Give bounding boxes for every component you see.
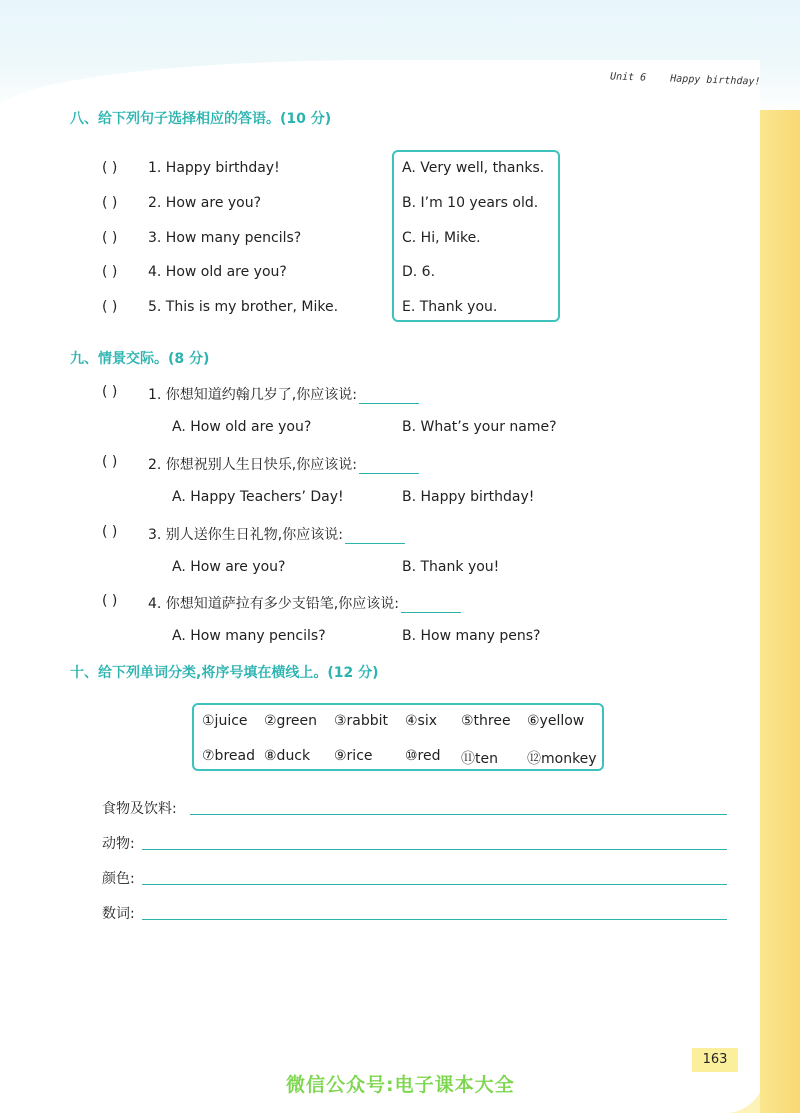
page-number: 163 — [692, 1048, 738, 1072]
q8-1-paren[interactable]: ( ) — [102, 160, 118, 176]
word-11: ⑪ten — [461, 751, 498, 767]
q9-4-text: 4. 你想知道萨拉有多少支铅笔,你应该说: — [148, 596, 399, 612]
word-6: ⑥yellow — [527, 713, 585, 729]
q9-1-blank[interactable] — [359, 391, 419, 404]
answer-c: C. Hi, Mike. — [402, 230, 481, 246]
q8-2-paren[interactable]: ( ) — [102, 195, 118, 211]
word-10: ⑩red — [405, 748, 441, 764]
q9-1-question — [148, 384, 419, 404]
q9-1-text: 1. 你想知道约翰几岁了,你应该说: — [148, 387, 357, 403]
q8-1-text: 1. Happy birthday! — [148, 160, 280, 176]
q8-3-paren[interactable]: ( ) — [102, 230, 118, 246]
q9-2-option-b: B. Happy birthday! — [402, 489, 535, 505]
q9-4-option-b: B. How many pens? — [402, 628, 541, 644]
answer-b: B. I’m 10 years old. — [402, 195, 539, 211]
q8-3-text: 3. How many pencils? — [148, 230, 302, 246]
word-5: ⑤three — [461, 713, 511, 729]
q9-3-paren[interactable]: ( ) — [102, 524, 118, 540]
q8-2-text: 2. How are you? — [148, 195, 262, 211]
section9-title: 九、情景交际。(8 分) — [70, 351, 210, 367]
q9-3-question — [148, 524, 405, 544]
q9-4-paren[interactable]: ( ) — [102, 593, 118, 609]
category-food-line[interactable] — [190, 814, 727, 815]
section10-title: 十、给下列单词分类,将序号填在横线上。(12 分) — [70, 665, 379, 681]
word-4: ④six — [405, 713, 438, 729]
word-12: ⑫monkey — [527, 751, 597, 767]
q9-2-paren[interactable]: ( ) — [102, 454, 118, 470]
q9-2-blank[interactable] — [359, 461, 419, 474]
q9-4-option-a: A. How many pencils? — [172, 628, 326, 644]
q9-4-blank[interactable] — [401, 600, 461, 613]
q9-2-question — [148, 454, 419, 474]
category-numbers-line[interactable] — [142, 919, 727, 920]
section8-title: 八、给下列句子选择相应的答语。(10 分) — [70, 111, 332, 127]
q9-1-option-b: B. What’s your name? — [402, 419, 557, 435]
q9-1-paren[interactable]: ( ) — [102, 384, 118, 400]
word-2: ②green — [264, 713, 317, 729]
word-1: ①juice — [202, 713, 248, 729]
answer-e: E. Thank you. — [402, 299, 498, 315]
q8-4-paren[interactable]: ( ) — [102, 264, 118, 280]
word-8: ⑧duck — [264, 748, 311, 764]
category-numbers-label: 数词: — [102, 906, 135, 922]
q9-1-option-a: A. How old are you? — [172, 419, 312, 435]
word-9: ⑨rice — [334, 748, 373, 764]
q9-3-blank[interactable] — [345, 531, 405, 544]
answer-a: A. Very well, thanks. — [402, 160, 545, 176]
q9-3-option-b: B. Thank you! — [402, 559, 500, 575]
word-7: ⑦bread — [202, 748, 255, 764]
q9-2-option-a: A. Happy Teachers’ Day! — [172, 489, 344, 505]
watermark: 微信公众号:电子课本大全 — [286, 1074, 515, 1096]
answer-d: D. 6. — [402, 264, 436, 280]
q9-3-text: 3. 别人送你生日礼物,你应该说: — [148, 527, 343, 543]
category-animals-line[interactable] — [142, 849, 727, 850]
q8-5-paren[interactable]: ( ) — [102, 299, 118, 315]
q8-4-text: 4. How old are you? — [148, 264, 287, 280]
category-food-label: 食物及饮料: — [102, 801, 177, 817]
category-colours-line[interactable] — [142, 884, 727, 885]
q9-4-question — [148, 593, 461, 613]
category-animals-label: 动物: — [102, 836, 135, 852]
word-3: ③rabbit — [334, 713, 389, 729]
category-colours-label: 颜色: — [102, 871, 135, 887]
q9-2-text: 2. 你想祝别人生日快乐,你应该说: — [148, 457, 357, 473]
q8-5-text: 5. This is my brother, Mike. — [148, 299, 339, 315]
unit-label: Unit 6 — [609, 71, 647, 84]
page-edge — [760, 100, 800, 1113]
q9-3-option-a: A. How are you? — [172, 559, 286, 575]
unit-title: Happy birthday! — [670, 73, 761, 88]
